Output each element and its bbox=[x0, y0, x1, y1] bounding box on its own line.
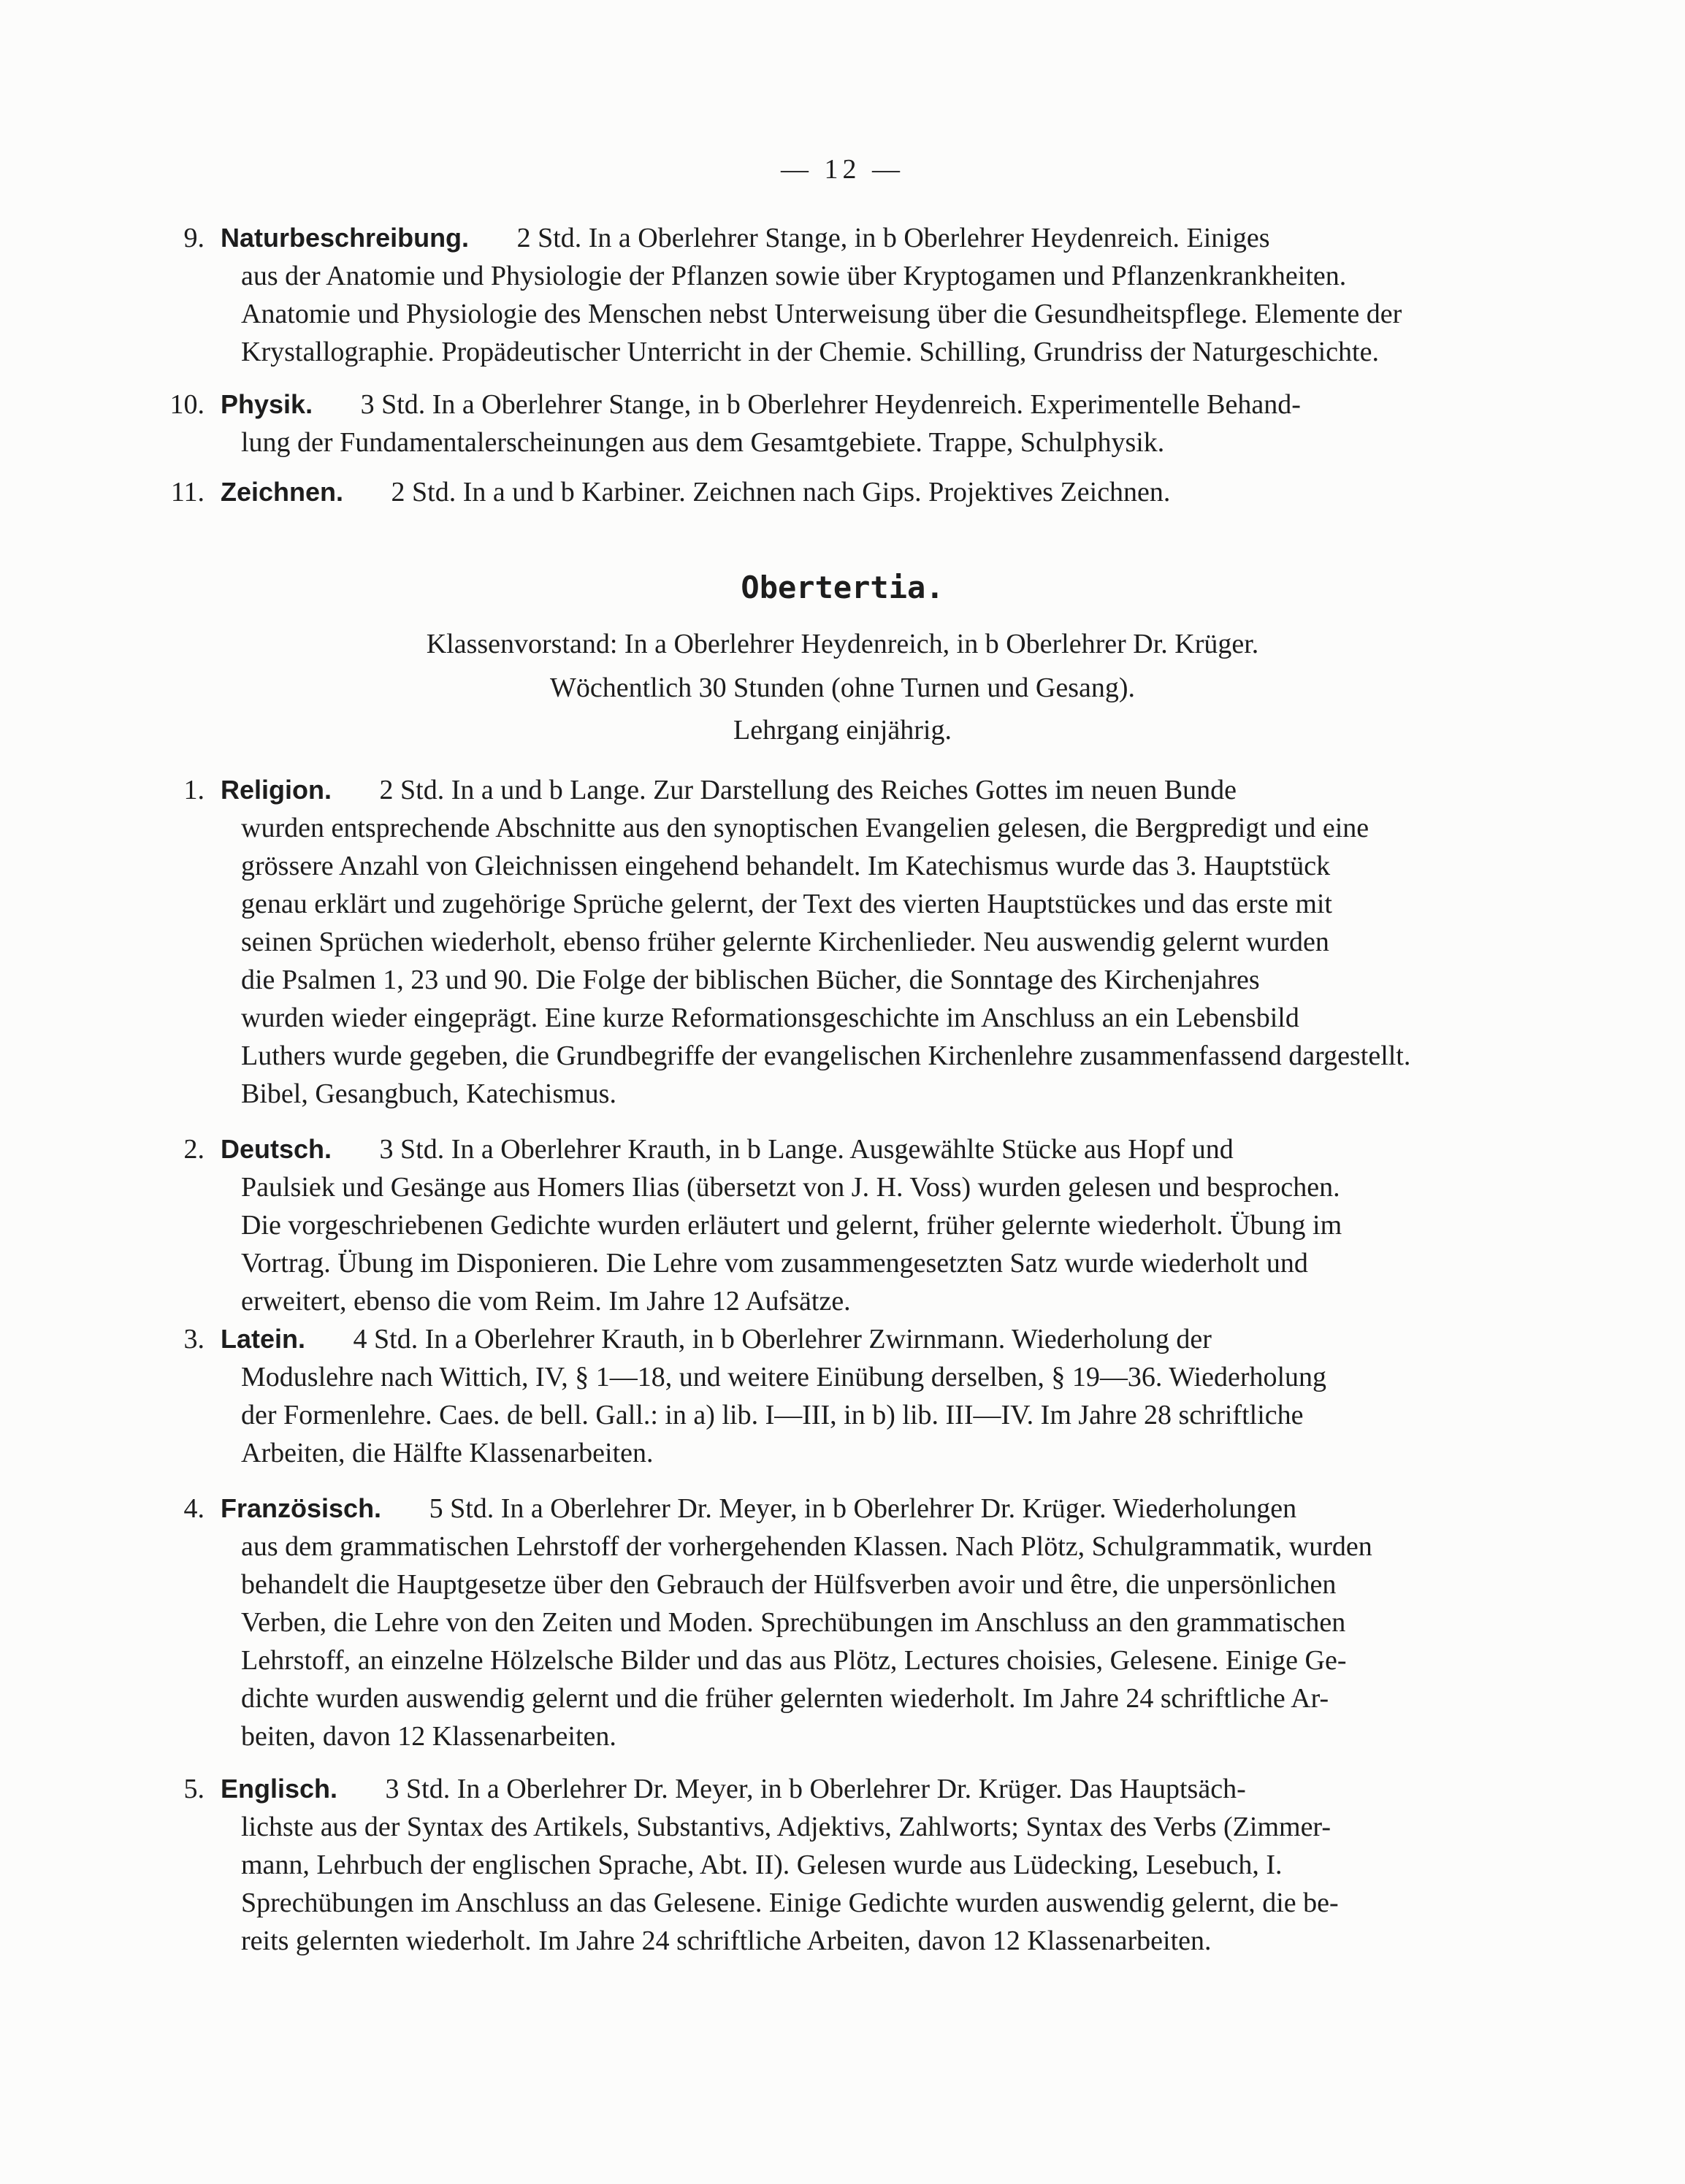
text-line: der Formenlehre. Caes. de bell. Gall.: in a) lib. I—III, in b) lib. III—IV. Im Jahre 28 schriftliche bbox=[241, 1400, 1304, 1430]
text-line: lichste aus der Syntax des Artikels, Substantivs, Adjektivs, Zahlworts; Syntax des Verbs (Zimmer- bbox=[241, 1812, 1331, 1842]
item-title: Naturbeschreibung. bbox=[221, 223, 470, 253]
item-first-line bbox=[221, 473, 1170, 511]
text-line: seinen Sprüchen wiederholt, ebenso früher gelernte Kirchenlieder. Neu auswendig gelernt wurden bbox=[241, 927, 1329, 957]
item-number: 2. bbox=[183, 1134, 205, 1165]
text-line: Verben, die Lehre von den Zeiten und Moden. Sprechübungen im Anschluss an den grammatischen bbox=[241, 1607, 1346, 1638]
item-first-line bbox=[221, 219, 1269, 257]
text-line: erweitert, ebenso die vom Reim. Im Jahre 12 Aufsätze. bbox=[241, 1286, 851, 1317]
text-line: Arbeiten, die Hälfte Klassenarbeiten. bbox=[241, 1438, 654, 1468]
text-line: 2 Std. In a und b Karbiner. Zeichnen nach Gips. Projektives Zeichnen. bbox=[391, 477, 1171, 507]
item-title: Französisch. bbox=[221, 1493, 382, 1523]
item-number: 10. bbox=[169, 389, 205, 420]
item-number: 11. bbox=[170, 477, 205, 507]
text-line: Lehrstoff, an einzelne Hölzelsche Bilder und das aus Plötz, Lectures choisies, Gelesene. Einige Ge- bbox=[241, 1645, 1347, 1676]
item-title: Zeichnen. bbox=[221, 477, 344, 507]
class-master-line: Klassenvorstand: In a Oberlehrer Heydenreich, in b Oberlehrer Dr. Krüger. bbox=[426, 629, 1259, 659]
text-line: wurden entsprechende Abschnitte aus den synoptischen Evangelien gelesen, die Bergpredigt und eine bbox=[241, 813, 1369, 843]
text-line: Die vorgeschriebenen Gedichte wurden erläutert und gelernt, früher gelernte wiederholt. Übung im bbox=[241, 1210, 1342, 1241]
item-title: Deutsch. bbox=[221, 1134, 332, 1164]
text-line: wurden wieder eingeprägt. Eine kurze Reformationsgeschichte im Anschluss an ein Lebensbild bbox=[241, 1003, 1299, 1033]
text-line: genau erklärt und zugehörige Sprüche gelernt, der Text des vierten Hauptstückes und das erste mit bbox=[241, 889, 1332, 919]
section-heading: Obertertia. bbox=[741, 570, 944, 605]
text-line: 4 Std. In a Oberlehrer Krauth, in b Oberlehrer Zwirnmann. Wiederholung der bbox=[353, 1324, 1212, 1355]
text-line: Moduslehre nach Wittich, IV, § 1—18, und weitere Einübung derselben, § 19—36. Wiederholung bbox=[241, 1362, 1327, 1392]
item-first-line bbox=[221, 1130, 1234, 1168]
text-line: 3 Std. In a Oberlehrer Dr. Meyer, in b Oberlehrer Dr. Krüger. Das Hauptsäch- bbox=[385, 1774, 1246, 1804]
item-number: 5. bbox=[183, 1774, 205, 1804]
text-line: 2 Std. In a Oberlehrer Stange, in b Oberlehrer Heydenreich. Einiges bbox=[516, 223, 1270, 253]
text-line: aus dem grammatischen Lehrstoff der vorhergehenden Klassen. Nach Plötz, Schulgrammatik, wurden bbox=[241, 1531, 1372, 1562]
text-line: Paulsiek und Gesänge aus Homers Ilias (übersetzt von J. H. Voss) wurden gelesen und besprochen. bbox=[241, 1172, 1340, 1203]
text-line: 3 Std. In a Oberlehrer Krauth, in b Lange. Ausgewählte Stücke aus Hopf und bbox=[379, 1134, 1234, 1165]
item-first-line bbox=[221, 1490, 1296, 1528]
text-line: Luthers wurde gegeben, die Grundbegriffe der evangelischen Kirchenlehre zusammenfassend dargestellt. bbox=[241, 1041, 1411, 1071]
item-number: 1. bbox=[183, 775, 205, 805]
text-line: Krystallographie. Propädeutischer Unterricht in der Chemie. Schilling, Grundriss der Naturgeschichte. bbox=[241, 337, 1379, 367]
item-first-line bbox=[221, 386, 1301, 424]
item-number: 3. bbox=[183, 1324, 205, 1355]
text-line: die Psalmen 1, 23 und 90. Die Folge der biblischen Bücher, die Sonntage des Kirchenjahres bbox=[241, 965, 1260, 995]
text-line: grössere Anzahl von Gleichnissen eingehend behandelt. Im Katechismus wurde das 3. Hauptstück bbox=[241, 851, 1331, 881]
text-line: Bibel, Gesangbuch, Katechismus. bbox=[241, 1078, 616, 1109]
text-line: lung der Fundamentalerscheinungen aus dem Gesamtgebiete. Trappe, Schulphysik. bbox=[241, 427, 1165, 458]
text-line: Vortrag. Übung im Disponieren. Die Lehre vom zusammengesetzten Satz wurde wiederholt und bbox=[241, 1248, 1308, 1279]
item-title: Englisch. bbox=[221, 1774, 338, 1804]
item-first-line bbox=[221, 1320, 1212, 1358]
item-first-line bbox=[221, 771, 1237, 809]
item-title: Latein. bbox=[221, 1324, 306, 1354]
text-line: dichte wurden auswendig gelernt und die früher gelernten wiederholt. Im Jahre 24 schriftliche Ar- bbox=[241, 1683, 1329, 1714]
text-line: 5 Std. In a Oberlehrer Dr. Meyer, in b Oberlehrer Dr. Krüger. Wiederholungen bbox=[429, 1493, 1297, 1524]
text-line: 2 Std. In a und b Lange. Zur Darstellung des Reiches Gottes im neuen Bunde bbox=[379, 775, 1237, 805]
text-line: reits gelernten wiederholt. Im Jahre 24 schriftliche Arbeiten, davon 12 Klassenarbeiten. bbox=[241, 1926, 1212, 1956]
item-number: 4. bbox=[183, 1493, 205, 1524]
course-duration-line: Lehrgang einjährig. bbox=[733, 715, 952, 746]
item-number: 9. bbox=[183, 223, 205, 253]
text-line: Anatomie und Physiologie des Menschen nebst Unterweisung über die Gesundheitspflege. Elemente der bbox=[241, 299, 1402, 329]
weekly-hours-line: Wöchentlich 30 Stunden (ohne Turnen und Gesang). bbox=[549, 673, 1136, 703]
page-number: — 12 — bbox=[781, 154, 904, 185]
item-title: Religion. bbox=[221, 775, 332, 805]
text-line: aus der Anatomie und Physiologie der Pflanzen sowie über Kryptogamen und Pflanzenkrankheiten. bbox=[241, 261, 1347, 291]
item-title: Physik. bbox=[221, 389, 313, 419]
text-line: Sprechübungen im Anschluss an das Gelesene. Einige Gedichte wurden auswendig gelernt, die be- bbox=[241, 1888, 1339, 1918]
text-line: behandelt die Hauptgesetze über den Gebrauch der Hülfsverben avoir und être, die unpersönlichen bbox=[241, 1569, 1337, 1600]
text-line: mann, Lehrbuch der englischen Sprache, Abt. II). Gelesen wurde aus Lüdecking, Lesebuch, I. bbox=[241, 1850, 1283, 1880]
text-line: 3 Std. In a Oberlehrer Stange, in b Oberlehrer Heydenreich. Experimentelle Behand- bbox=[360, 389, 1301, 420]
text-line: beiten, davon 12 Klassenarbeiten. bbox=[241, 1721, 616, 1752]
item-first-line bbox=[221, 1770, 1246, 1808]
